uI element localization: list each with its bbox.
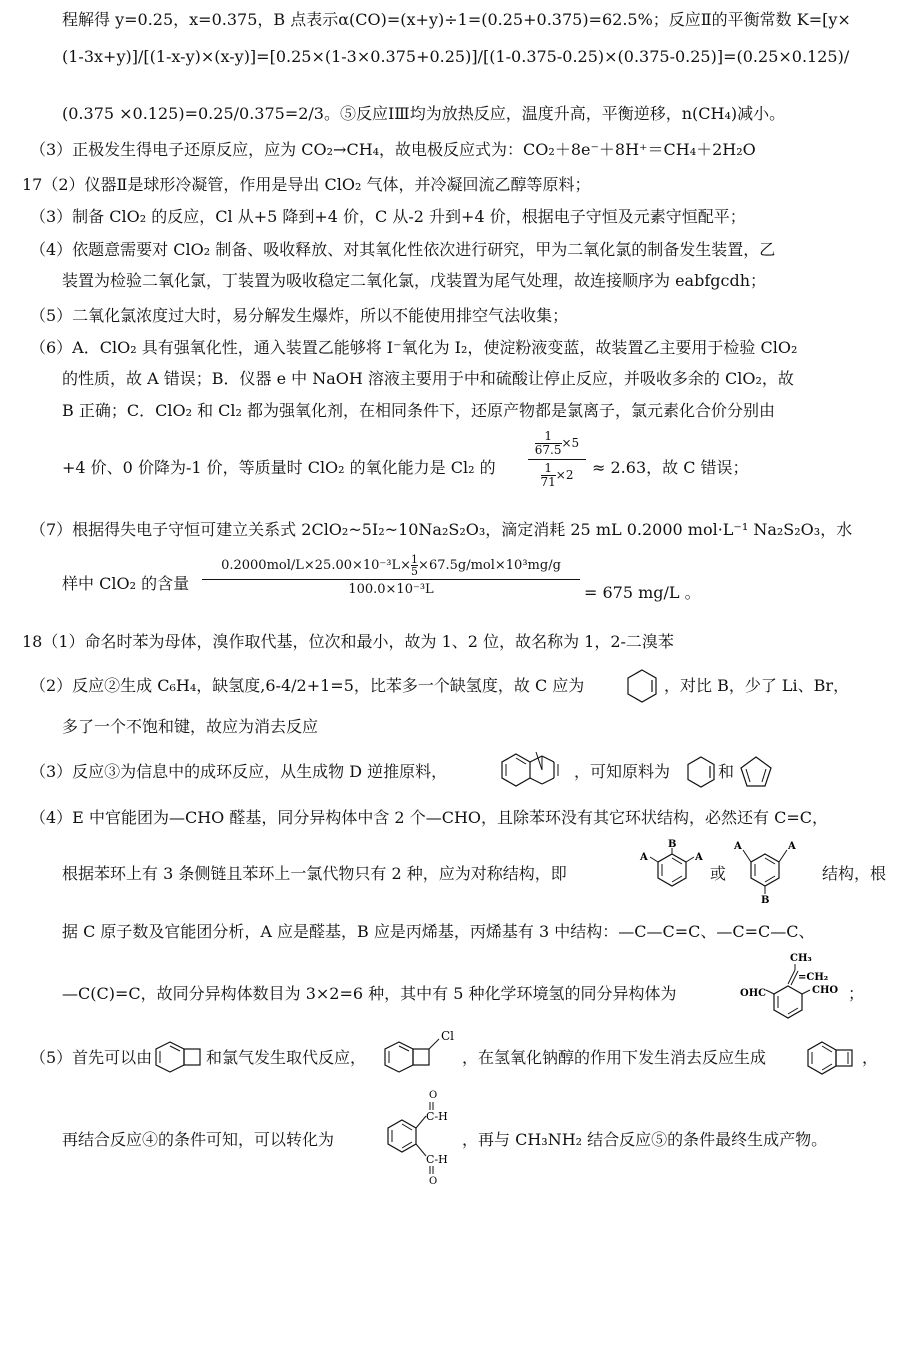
text-line: ，对比 B，少了 Li、Br， — [664, 676, 850, 695]
benzocyclobutene-structure — [154, 1040, 206, 1074]
text-line: 根据苯环上有 3 条侧链且苯环上一氯代物只有 2 种，应为对称结构，即 — [62, 864, 567, 883]
substituted-benzene-structure — [728, 840, 802, 904]
text-line: 或 — [710, 864, 727, 883]
text-line: （2）反应②生成 C₆H₄，缺氢度,6-4/2+1=5，比苯多一个缺氢度，故 C 应为 — [30, 676, 585, 695]
text-line: (1-3x+y)]/[(1-x-y)×(x-y)]=[0.25×(1-3×0.375+0.25)]/[(1-0.375-0.25)×(0.375-0.25)]=(0.25×0.125)/ — [62, 47, 850, 66]
text-line: 程解得 y=0.25，x=0.375，B 点表示α(CO)=(x+y)÷1=(0.25+0.375)=62.5%；反应Ⅱ的平衡常数 K=[y× — [62, 10, 851, 29]
text-line: （3）制备 ClO₂ 的反应，Cl 从+5 降到+4 价，C 从-2 升到+4 价，根据电子守恒及元素守恒配平； — [30, 207, 746, 226]
text-line: 的性质，故 A 错误；B．仪器 e 中 NaOH 溶液主要用于中和硫酸让停止反应，并吸收多余的 ClO₂，故 — [62, 369, 794, 388]
text-line: 样中 ClO₂ 的含量 — [62, 574, 190, 593]
text-line: ； — [848, 984, 865, 1003]
svg-text:C-H: C-H — [426, 1110, 448, 1123]
svg-text:CH₃: CH₃ — [790, 953, 812, 964]
text-line: (0.375 ×0.125)=0.25/0.375=2/3。⑤反应ⅠⅢ均为放热反应，温度升高，平衡逆移，n(CH₄)减小。 — [62, 104, 786, 123]
text-line: （7）根据得失电子守恒可建立关系式 2ClO₂~5I₂~10Na₂S₂O₃，滴定消耗 25 mL 0.2000 mol·L⁻¹ Na₂S₂O₃，水 — [30, 520, 853, 539]
fraction-oxidizing-ratio: $\frac{1}{67.5}$ ×5 $\frac{1}{71}$ ×2 — [528, 430, 586, 489]
text-line: ，再与 CH₃NH₂ 结合反应⑤的条件最终生成产物。 — [462, 1130, 828, 1149]
text-line: —C(C)=C，故同分异构体数目为 3×2=6 种，其中有 5 种化学环境氢的同分异构体为 — [62, 984, 677, 1003]
svg-text:=CH₂: =CH₂ — [798, 972, 829, 983]
svg-text:A: A — [734, 841, 742, 852]
text-line: 18（1）命名时苯为母体，溴作取代基，位次和最小，故为 1、2 位，故名称为 1，2-二溴苯 — [22, 632, 674, 651]
text-line: 据 C 原子数及官能团分析，A 应是醛基，B 应是丙烯基，丙烯基有 3 中结构：—C—C=C、—C=C—C、 — [62, 922, 815, 941]
text-line: （4）依题意需要对 ClO₂ 制备、吸收释放、对其氧化性依次进行研究，甲为二氧化氯的制备发生装置，乙 — [30, 240, 776, 259]
cyclopentadiene-structure — [738, 754, 774, 790]
text-line: = 675 mg/L 。 — [584, 583, 701, 602]
text-line: 多了一个不饱和键，故应为消去反应 — [62, 717, 319, 736]
substituted-benzene-structure — [632, 840, 712, 902]
text-line: 结构，根 — [822, 864, 887, 883]
text-line: B 正确；C．ClO₂ 和 Cl₂ 都为强氧化剂，在相同条件下，还原产物都是氯离子，氯元素化合价分别由 — [62, 401, 776, 420]
svg-text:O: O — [429, 1176, 438, 1187]
text-line: 17（2）仪器Ⅱ是球形冷凝管，作用是导出 ClO₂ 气体，并冷凝回流乙醇等原料； — [22, 175, 591, 194]
svg-text:B: B — [668, 839, 677, 850]
dialdehyde-isomer-structure — [740, 950, 856, 1030]
svg-text:CHO: CHO — [812, 985, 839, 996]
text-line: （5）首先可以由 — [30, 1048, 153, 1067]
svg-text:C-H: C-H — [426, 1153, 448, 1166]
text-line: 装置为检验二氧化氯，丁装置为吸收稳定二氧化氯，戊装置为尾气处理，故连接顺序为 eabfgcdh； — [62, 271, 767, 290]
benzocyclobutadiene-structure — [806, 1040, 862, 1076]
text-line: （3）正极发生得电子还原反应，应为 CO₂→CH₄，故电极反应式为：CO₂＋8e⁻＋8H⁺＝CH₄＋2H₂O — [30, 140, 756, 159]
text-line: 再结合反应④的条件可知，可以转化为 — [62, 1130, 335, 1149]
text-line: （6）A．ClO₂ 具有强氧化性，通入装置乙能够将 I⁻氧化为 I₂，使淀粉液变蓝，故装置乙主要用于检验 ClO₂ — [30, 338, 798, 357]
svg-text:Cl: Cl — [441, 1029, 455, 1043]
svg-text:B: B — [761, 895, 770, 906]
text-line: 和氯气发生取代反应， — [206, 1048, 367, 1067]
benzyne-structure — [624, 668, 660, 704]
fraction-clo2-content: 0.2000mol/L×25.00×10⁻³L× $\frac{1}{5}$ ×67.5g/mol×10³mg/g 100.0×10⁻³L — [202, 554, 580, 597]
svg-text:A: A — [640, 852, 648, 863]
svg-text:A: A — [788, 841, 796, 852]
text-line: 和 — [718, 762, 735, 781]
bridged-adduct-structure — [500, 750, 572, 790]
svg-text:A: A — [695, 852, 703, 863]
text-line: ， — [862, 1048, 879, 1067]
text-line: （3）反应③为信息中的成环反应，从生成物 D 逆推原料， — [30, 762, 448, 781]
chlorobenzocyclobutene-structure — [383, 1030, 461, 1078]
text-line: ≈ 2.63，故 C 错误； — [592, 458, 749, 477]
svg-text:OHC: OHC — [740, 988, 767, 999]
benzyne-structure — [684, 755, 718, 789]
text-line: +4 价、0 价降为-1 价，等质量时 ClO₂ 的氧化能力是 Cl₂ 的 — [62, 458, 496, 477]
svg-text:O: O — [429, 1090, 438, 1101]
text-line: ，可知原料为 — [574, 762, 671, 781]
phthalaldehyde-structure — [370, 1090, 464, 1188]
text-line: （4）E 中官能团为—CHO 醛基，同分异构体中含 2 个—CHO，且除苯环没有其它环状结构，必然还有 C=C， — [30, 808, 828, 827]
text-line: （5）二氧化氯浓度过大时，易分解发生爆炸，所以不能使用排空气法收集； — [30, 306, 569, 325]
text-line: ，在氢氧化钠醇的作用下发生消去反应生成 — [462, 1048, 767, 1067]
